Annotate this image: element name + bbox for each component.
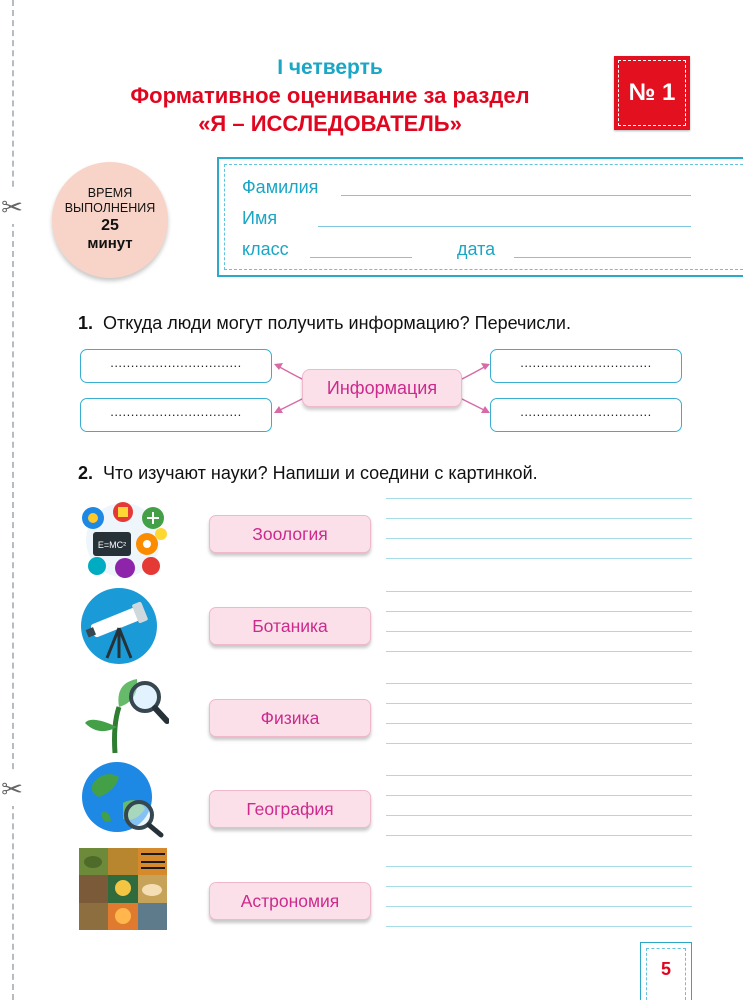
quarter-title: I четверть — [277, 56, 383, 79]
answer-line[interactable] — [386, 703, 692, 704]
answer-line[interactable] — [386, 906, 692, 907]
globe-magnifier-icon — [79, 757, 167, 839]
scissors-icon: ✂ — [1, 774, 23, 804]
answer-line[interactable] — [386, 835, 692, 836]
answer-box-right-bottom[interactable]: ................................ — [490, 398, 682, 432]
date-label: дата — [457, 239, 496, 259]
formula-text: E=MC² — [97, 540, 127, 550]
assessment-title: Формативное оценивание за раздел — [130, 83, 530, 108]
answer-line[interactable] — [386, 591, 692, 592]
page-number-box — [640, 942, 692, 1000]
answer-line[interactable] — [386, 866, 692, 867]
physics-collage-icon — [79, 498, 171, 580]
answer-line[interactable] — [386, 886, 692, 887]
answer-line[interactable] — [386, 743, 692, 744]
class-label: класс — [242, 239, 289, 259]
answer-box-right-top[interactable]: ................................ — [490, 349, 682, 383]
task-1-text: Откуда люди могут получить информацию? Перечисли. — [103, 313, 571, 333]
answer-line[interactable] — [386, 631, 692, 632]
time-label-1: ВРЕМЯ — [87, 186, 133, 200]
surname-label: Фамилия — [242, 177, 319, 197]
plant-magnifier-icon — [79, 675, 169, 755]
answer-line[interactable] — [386, 815, 692, 816]
animals-collage-icon — [79, 848, 167, 930]
assessment-number-badge: № 1 — [614, 56, 690, 130]
telescope-icon — [79, 586, 161, 668]
answer-line[interactable] — [386, 558, 692, 559]
science-astronomy: Астрономия — [209, 882, 371, 920]
answer-line[interactable] — [386, 795, 692, 796]
task-1-number: 1. — [78, 313, 94, 333]
time-minutes: 25 — [101, 217, 119, 234]
answer-line[interactable] — [386, 683, 692, 684]
scissors-icon: ✂ — [1, 192, 23, 222]
task-2-number: 2. — [78, 463, 94, 483]
answer-line[interactable] — [386, 611, 692, 612]
name-label: Имя — [242, 208, 278, 228]
information-pill: Информация — [302, 369, 462, 407]
answer-box-left-bottom[interactable]: ................................ — [80, 398, 272, 432]
answer-line[interactable] — [386, 775, 692, 776]
time-unit: минут — [87, 235, 133, 252]
science-physics: Физика — [209, 699, 371, 737]
task-2-text: Что изучают науки? Напиши и соедини с картинкой. — [103, 463, 538, 483]
answer-line[interactable] — [386, 723, 692, 724]
science-zoology: Зоология — [209, 515, 371, 553]
section-title: «Я – ИССЛЕДОВАТЕЛЬ» — [198, 111, 462, 136]
answer-line[interactable] — [386, 498, 692, 499]
answer-box-left-top[interactable]: ................................ — [80, 349, 272, 383]
answer-line[interactable] — [386, 538, 692, 539]
task-2-question — [78, 463, 538, 484]
answer-line[interactable] — [386, 651, 692, 652]
answer-line[interactable] — [386, 926, 692, 927]
page-number: 5 — [646, 948, 686, 1000]
science-botany: Ботаника — [209, 607, 371, 645]
science-geography: География — [209, 790, 371, 828]
answer-line[interactable] — [386, 518, 692, 519]
time-label-2: ВЫПОЛНЕНИЯ — [64, 201, 156, 215]
